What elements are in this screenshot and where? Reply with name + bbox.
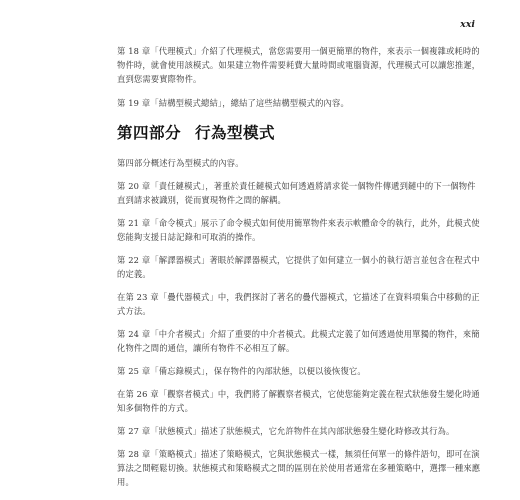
paragraph-chapter-23: 在第 23 章「疊代器模式」中，我們探討了著名的疊代器模式，它描述了在資料項集合中移動的正式方法。 — [117, 292, 480, 316]
page-content — [117, 44, 482, 498]
paragraph-chapter-18: 第 18 章「代理模式」介紹了代理模式，當您需要用一個更簡單的物件，來表示一個複雜或耗時的物件時，就會使用該模式。如果建立物件需要耗費大量時間或電腦資源，代理模式可以讓您推遲，直到您需要實際物件。 — [117, 46, 481, 84]
paragraph-chapter-26: 在第 26 章「觀察者模式」中，我們將了解觀察者模式，它使您能夠定義在程式狀態發生變化時通知多個物件的方式。 — [117, 389, 480, 413]
paragraph-chapter-21: 第 21 章「命令模式」展示了命令模式如何使用簡單物件來表示軟體命令的執行，此外，此模式使您能夠支援日誌記錄和可取消的操作。 — [117, 218, 480, 242]
paragraph-part-overview: 第四部分概述行為型模式的內容。 — [117, 158, 244, 168]
paragraph-chapter-28: 第 28 章「策略模式」描述了策略模式，它與狀態模式一樣，無須任何單一的條件語句，即可在演算法之間輕鬆切換。狀態模式和策略模式之間的區別在於使用者通常在多種策略中，選擇一種來應用。 — [117, 449, 481, 487]
paragraph-chapter-22: 第 22 章「解譯器模式」著眼於解譯器模式，它提供了如何建立一個小的執行語言並包含在程式中的定義。 — [117, 255, 480, 279]
part-title: 行為型模式 — [195, 124, 276, 142]
page-number: xxi — [460, 19, 475, 30]
paragraph-chapter-19: 第 19 章「結構型模式總結」，總結了這些結構型模式的內容。 — [117, 98, 349, 108]
paragraph-chapter-25: 第 25 章「備忘錄模式」，保存物件的內部狀態，以便以後恢復它。 — [117, 366, 366, 376]
part-number: 第四部分 — [117, 124, 182, 142]
paragraph-chapter-27: 第 27 章「狀態模式」描述了狀態模式，它允許物件在其內部狀態發生變化時修改其行為。 — [117, 426, 455, 436]
part-heading — [117, 123, 482, 143]
paragraph-chapter-24: 第 24 章「中介者模式」介紹了重要的中介者模式。此模式定義了如何透過使用單獨的物件，來簡化物件之間的通信，讓所有物件不必相互了解。 — [117, 329, 480, 353]
paragraph-chapter-20: 第 20 章「責任鏈模式」，著重於責任鏈模式如何透過將請求從一個物件傳遞到鏈中的下一個物件直到請求被識別，從而實現物件之間的解耦。 — [117, 181, 476, 205]
